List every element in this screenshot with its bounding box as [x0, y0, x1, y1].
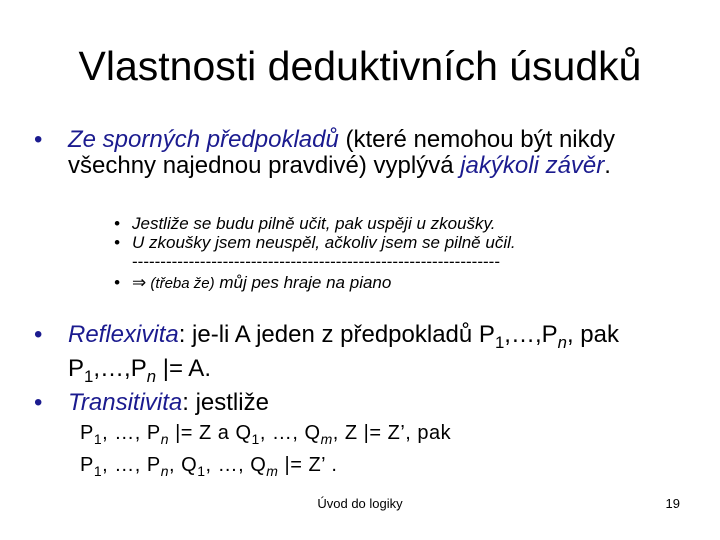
subscript: 1: [84, 366, 94, 386]
plain-text: : je-li A jeden z předpokladů P: [178, 321, 495, 348]
formula-text: P: [80, 454, 94, 476]
plain-text: (které nemohou být nikdy všechny najednou pravdivé) vyplývá: [68, 126, 615, 179]
italic-term: Ze sporných předpokladů: [68, 126, 339, 153]
example-text: Jestliže se budu pilně učit, pak uspěji u zkoušky.: [132, 214, 496, 233]
footer-text: Úvod do logiky: [317, 496, 403, 511]
plain-text: .: [604, 152, 611, 179]
italic-term: Reflexivita: [68, 321, 179, 348]
plain-text: , pak P: [68, 321, 619, 382]
bullet-text: [34, 127, 674, 179]
bullet-reflexivity: [34, 322, 694, 390]
bullet-marker: •: [114, 214, 120, 233]
bullet-marker: •: [34, 321, 43, 348]
formula-text: , Q: [169, 454, 198, 476]
subscript: 1: [197, 463, 206, 479]
italic-term: Transitivita: [68, 388, 183, 416]
bullet-marker: •: [114, 273, 120, 292]
implies-arrow-icon: ⇒: [132, 273, 147, 292]
example-block: [110, 214, 630, 293]
subscript: n: [160, 431, 170, 447]
subscript: 1: [93, 431, 103, 447]
subscript: m: [320, 431, 333, 447]
formula-text: |= Z’ .: [278, 454, 338, 476]
bullets-properties: [34, 322, 694, 416]
bullet-transitivity: [34, 390, 694, 416]
subscript: n: [557, 332, 567, 352]
subscript: 1: [494, 332, 505, 352]
formula-text: |= Z a Q: [169, 422, 252, 444]
italic-term: jakýkoli závěr: [460, 152, 605, 179]
page-number: 19: [665, 496, 680, 511]
subscript: 1: [93, 463, 103, 479]
slide-title: Vlastnosti deduktivních úsudků: [78, 43, 642, 89]
example-text: U zkoušky jsem neuspěl, ačkoliv jsem se pilně učil.: [132, 233, 516, 252]
bullet-marker: •: [114, 233, 120, 252]
subscript: n: [146, 366, 157, 386]
transitivity-formula: [80, 420, 640, 484]
plain-text: ,…,P: [504, 321, 558, 348]
subscript: m: [266, 463, 279, 479]
formula-text: , …, Q: [259, 422, 321, 444]
formula-text: , …, P: [102, 422, 161, 444]
formula-line-1: [80, 420, 640, 452]
bullet-inconsistent-premises: [34, 127, 674, 179]
example-conclusion: [110, 273, 630, 293]
formula-text: , Z |= Z’, pak: [332, 422, 452, 444]
formula-text: , …, P: [102, 454, 161, 476]
bullet-marker: •: [34, 388, 43, 416]
formula-line-2: [80, 452, 640, 484]
divider-line: -----------------------------------------------------------------: [132, 252, 500, 271]
formula-text: , …, Q: [205, 454, 267, 476]
plain-text: : jestliže: [182, 388, 269, 416]
subscript: 1: [251, 431, 260, 447]
example-text: můj pes hraje na piano: [214, 273, 392, 292]
plain-text: ,…,P: [93, 354, 147, 382]
formula-text: P: [80, 422, 94, 444]
example-premise-2: [110, 233, 630, 252]
example-small-text: (třeba že): [146, 275, 215, 292]
example-premise-1: [110, 214, 630, 233]
bullet-marker: •: [34, 126, 43, 153]
plain-text: |= A.: [156, 354, 211, 382]
subscript: n: [160, 463, 170, 479]
